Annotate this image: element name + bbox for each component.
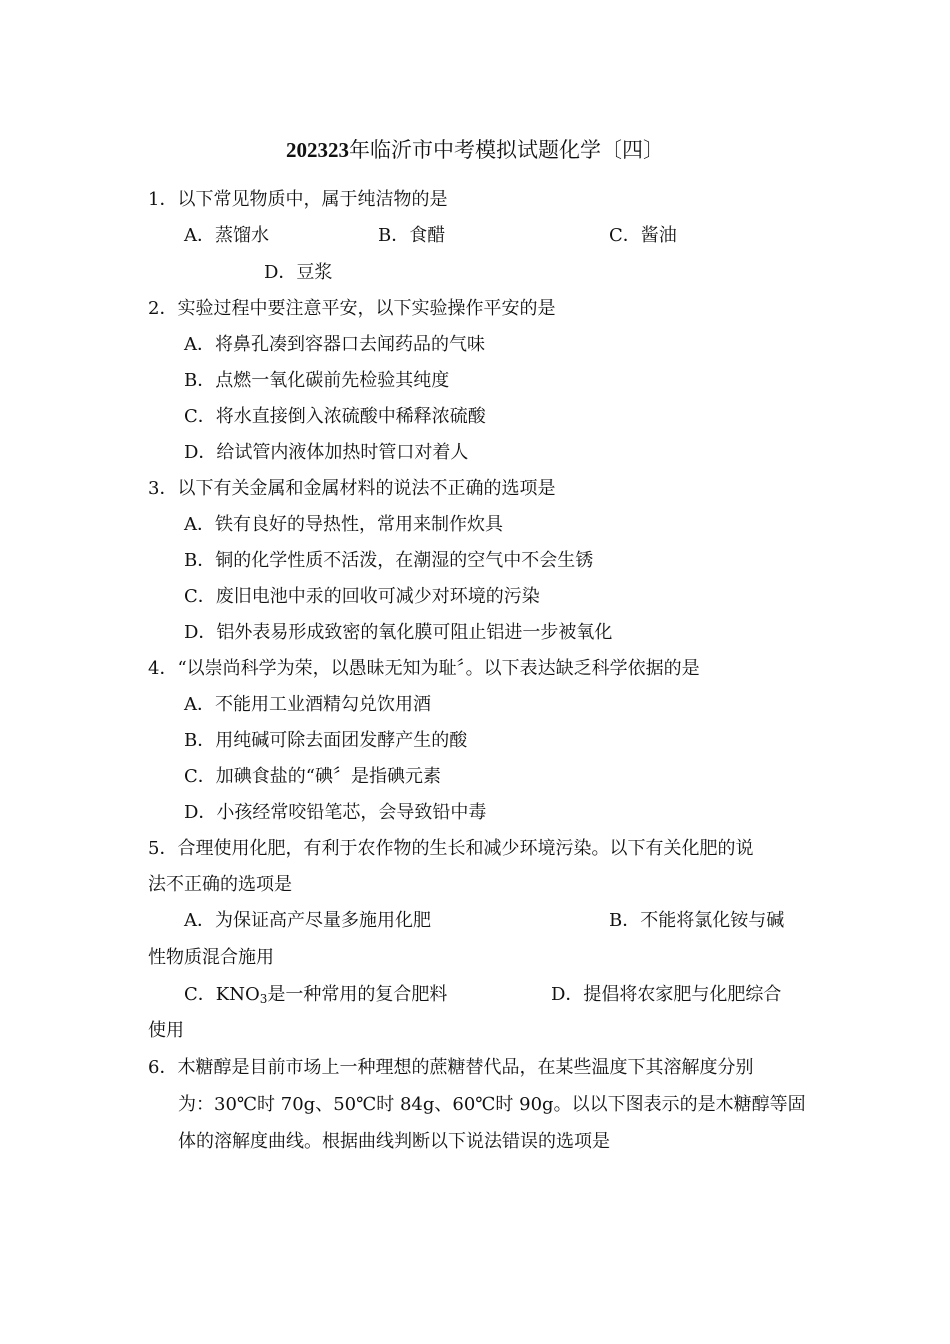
q5-option-d-line2: 使用 (148, 1020, 184, 1041)
q2-option-c: C．将水直接倒入浓硫酸中稀释浓硫酸 (184, 406, 486, 427)
q1-stem: 1．以下常见物质中，属于纯洁物的是 (148, 189, 448, 210)
q1-option-b: B．食醋 (378, 225, 446, 246)
q5-option-a: A．为保证高产尽量多施用化肥 (184, 910, 431, 931)
title-year: 202323 (286, 138, 349, 162)
q4-option-c: C．加碘食盐的“碘〞是指碘元素 (184, 766, 441, 787)
q2-stem: 2．实验过程中要注意平安，以下实验操作平安的是 (148, 298, 556, 319)
q4-option-d: D．小孩经常咬铅笔芯，会导致铅中毒 (184, 802, 487, 823)
page-title (0, 136, 950, 164)
q1-option-d: D．豆浆 (264, 262, 333, 283)
title-text: 年临沂市中考模拟试题化学〔四〕 (349, 138, 664, 162)
q5-option-d-line1: D．提倡将农家肥与化肥综合 (551, 984, 782, 1005)
q4-stem: 4．“以崇尚科学为荣，以愚昧无知为耻〞。以下表达缺乏科学依据的是 (148, 658, 700, 679)
q2-option-a: A．将鼻孔凑到容器口去闻药品的气味 (184, 334, 485, 355)
q1-option-c: C．酱油 (609, 225, 677, 246)
q5-option-c (184, 983, 447, 1011)
q2-option-b: B．点燃一氧化碳前先检验其纯度 (184, 370, 450, 391)
q5-option-c-prefix: C．KNO (184, 984, 260, 1005)
q6-stem-line1: 6．木糖醇是目前市场上一种理想的蔗糖替代品，在某些温度下其溶解度分别 (148, 1057, 754, 1078)
q5-option-c-subscript: 3 (259, 992, 268, 1006)
q2-option-d: D．给试管内液体加热时管口对着人 (184, 442, 469, 463)
q6-stem-line2: 为：30℃时 70g、50℃时 84g、60℃时 90g。以以下图表示的是木糖醇等固 (178, 1094, 806, 1115)
q5-option-b-line2: 性物质混合施用 (148, 947, 274, 968)
q4-option-b: B．用纯碱可除去面团发酵产生的酸 (184, 730, 468, 751)
q4-option-a: A．不能用工业酒精勾兑饮用酒 (184, 694, 431, 715)
q3-stem: 3．以下有关金属和金属材料的说法不正确的选项是 (148, 478, 556, 499)
q3-option-b: B．铜的化学性质不活泼，在潮湿的空气中不会生锈 (184, 550, 594, 571)
q5-option-c-text: 是一种常用的复合肥料 (267, 984, 448, 1005)
q1-option-a: A．蒸馏水 (184, 225, 269, 246)
q5-stem-line2: 法不正确的选项是 (148, 874, 292, 895)
q3-option-d: D．铝外表易形成致密的氧化膜可阻止铝进一步被氧化 (184, 622, 613, 643)
q3-option-a: A．铁有良好的导热性，常用来制作炊具 (184, 514, 503, 535)
q3-option-c: C．废旧电池中汞的回收可减少对环境的污染 (184, 586, 540, 607)
q5-option-b-line1: B．不能将氯化铵与碱 (609, 910, 785, 931)
q5-stem-line1: 5．合理使用化肥，有利于农作物的生长和减少环境污染。以下有关化肥的说 (148, 838, 754, 859)
q6-stem-line3: 体的溶解度曲线。根据曲线判断以下说法错误的选项是 (178, 1131, 610, 1152)
